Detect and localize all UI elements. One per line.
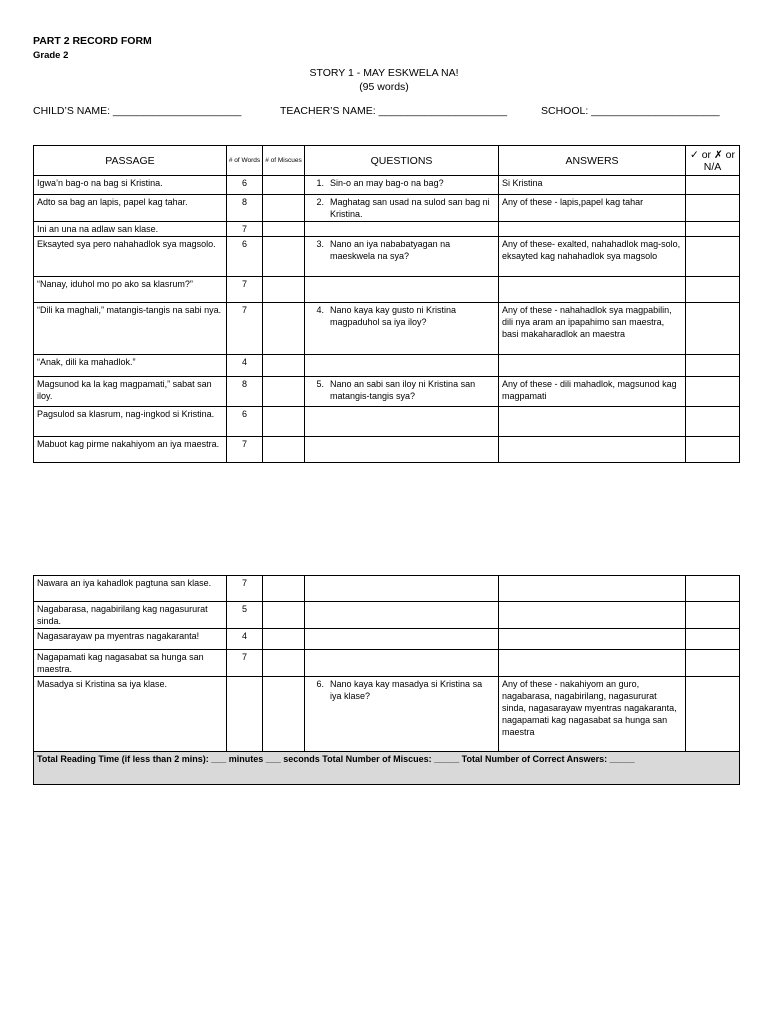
passage-cell: Masadya si Kristina sa iya klase. xyxy=(34,677,227,752)
words-cell: 7 xyxy=(227,576,263,602)
check-cell[interactable] xyxy=(686,629,740,650)
question-text: Nano kaya kay masadya si Kristina sa iya klase? xyxy=(330,679,483,701)
passage-cell: Mabuot kag pirme nakahiyom an iya maestra. xyxy=(34,437,227,463)
words-cell: 6 xyxy=(227,407,263,437)
question-number: 4. xyxy=(316,305,324,315)
page-header xyxy=(33,34,152,63)
question-number: 5. xyxy=(316,379,324,389)
miscues-cell[interactable] xyxy=(263,176,305,195)
words-cell: 7 xyxy=(227,222,263,237)
question-cell xyxy=(305,176,499,195)
answer-cell: Si Kristina xyxy=(499,176,686,195)
question-cell xyxy=(305,629,499,650)
miscues-cell[interactable] xyxy=(263,677,305,752)
story-title: STORY 1 - MAY ESKWELA NA! xyxy=(309,67,459,79)
words-cell: 7 xyxy=(227,650,263,677)
check-cell[interactable] xyxy=(686,303,740,355)
question-item xyxy=(308,378,495,402)
question-number: 1. xyxy=(316,178,324,188)
question-cell xyxy=(305,576,499,602)
question-cell xyxy=(305,237,499,277)
answer-cell: Any of these - lapis,papel kag tahar xyxy=(499,195,686,222)
question-cell xyxy=(305,407,499,437)
answer-cell xyxy=(499,629,686,650)
table-row xyxy=(34,176,740,195)
record-table-part2 xyxy=(33,575,740,785)
question-cell xyxy=(305,195,499,222)
question-text: Nano an iya nababatyagan na maeskwela na sya? xyxy=(330,239,451,261)
miscues-cell[interactable] xyxy=(263,237,305,277)
miscues-cell[interactable] xyxy=(263,277,305,303)
words-cell: 8 xyxy=(227,195,263,222)
question-cell xyxy=(305,377,499,407)
check-cell[interactable] xyxy=(686,355,740,377)
check-cell[interactable] xyxy=(686,176,740,195)
header-check: ✓ or ✗ or N/A xyxy=(686,146,740,176)
passage-cell: Pagsulod sa klasrum, nag-ingkod si Kristina. xyxy=(34,407,227,437)
question-text: Nano an sabi san iloy ni Kristina san matangis-tangis sya? xyxy=(330,379,476,401)
question-cell xyxy=(305,355,499,377)
question-cell xyxy=(305,437,499,463)
passage-cell: Nawara an iya kahadlok pagtuna san klase. xyxy=(34,576,227,602)
passage-cell: “Nanay, iduhol mo po ako sa klasrum?” xyxy=(34,277,227,303)
words-cell: 7 xyxy=(227,277,263,303)
teacher-name-field[interactable]: TEACHER’S NAME: ______________________ xyxy=(280,105,508,117)
answer-cell: Any of these - nahahadlok sya magpabilin, dili nya aram an ipapahimo san maestra, basi makaharadlok an maestra xyxy=(499,303,686,355)
question-item xyxy=(308,678,495,702)
check-cell[interactable] xyxy=(686,237,740,277)
grade-label: Grade 2 xyxy=(33,50,69,61)
passage-cell: Igwa’n bag-o na bag si Kristina. xyxy=(34,176,227,195)
table-row xyxy=(34,677,740,752)
question-text: Sin-o an may bag-o na bag? xyxy=(330,178,444,188)
miscues-cell[interactable] xyxy=(263,355,305,377)
question-item xyxy=(308,238,495,262)
passage-cell: Nagapamati kag nagasabat sa hunga san maestra. xyxy=(34,650,227,677)
check-cell[interactable] xyxy=(686,602,740,629)
header-questions: QUESTIONS xyxy=(305,146,499,176)
check-cell[interactable] xyxy=(686,576,740,602)
answer-cell xyxy=(499,437,686,463)
check-cell[interactable] xyxy=(686,407,740,437)
question-cell xyxy=(305,303,499,355)
miscues-cell[interactable] xyxy=(263,576,305,602)
child-name-field[interactable]: CHILD’S NAME: ______________________ xyxy=(33,105,242,117)
words-cell: 7 xyxy=(227,303,263,355)
words-cell: 5 xyxy=(227,602,263,629)
question-cell xyxy=(305,677,499,752)
miscues-cell[interactable] xyxy=(263,629,305,650)
words-cell: 6 xyxy=(227,176,263,195)
miscues-cell[interactable] xyxy=(263,377,305,407)
answer-cell xyxy=(499,222,686,237)
table-row xyxy=(34,407,740,437)
table-row xyxy=(34,602,740,629)
table-row xyxy=(34,222,740,237)
check-cell[interactable] xyxy=(686,377,740,407)
question-number: 3. xyxy=(316,239,324,249)
words-cell: 7 xyxy=(227,437,263,463)
header-miscues: # of Miscues xyxy=(263,146,305,176)
passage-cell: Adto sa bag an lapis, papel kag tahar. xyxy=(34,195,227,222)
table-row xyxy=(34,277,740,303)
story-title-block xyxy=(0,66,768,94)
word-count: (95 words) xyxy=(359,81,409,93)
answer-cell: Any of these- exalted, nahahadlok mag-solo, eksayted kag nahahadlok sya magsolo xyxy=(499,237,686,277)
answer-cell: Any of these - dili mahadlok, magsunod kag magpamati xyxy=(499,377,686,407)
check-cell[interactable] xyxy=(686,650,740,677)
miscues-cell[interactable] xyxy=(263,303,305,355)
table-row xyxy=(34,377,740,407)
question-number: 2. xyxy=(316,197,324,207)
passage-cell: Magsunod ka la kag magpamati,” sabat san iloy. xyxy=(34,377,227,407)
question-number: 6. xyxy=(316,679,324,689)
record-table-part1 xyxy=(33,145,740,463)
answer-cell xyxy=(499,650,686,677)
question-text: Maghatag san usad na sulod san bag ni Kristina. xyxy=(330,197,490,219)
question-item xyxy=(308,304,495,328)
question-cell xyxy=(305,650,499,677)
table-row xyxy=(34,576,740,602)
question-item xyxy=(308,196,495,220)
table-row xyxy=(34,355,740,377)
words-cell: 6 xyxy=(227,237,263,277)
header-passage: PASSAGE xyxy=(34,146,227,176)
form-title: PART 2 RECORD FORM xyxy=(33,35,152,47)
answer-cell xyxy=(499,277,686,303)
answer-cell xyxy=(499,407,686,437)
passage-cell: “Dili ka maghali,” matangis-tangis na sabi nya. xyxy=(34,303,227,355)
passage-cell: Nagasarayaw pa myentras nagakaranta! xyxy=(34,629,227,650)
miscues-cell[interactable] xyxy=(263,602,305,629)
check-cell[interactable] xyxy=(686,195,740,222)
answer-cell: Any of these - nakahiyom an guro, nagabarasa, nagabirilang, nagasururat sinda, nagasarayaw myentras nagakaranta, nagapamati kag nagasabat sa hunga san maestra xyxy=(499,677,686,752)
check-cell[interactable] xyxy=(686,677,740,752)
table-row xyxy=(34,629,740,650)
question-item xyxy=(308,177,495,189)
words-cell: 4 xyxy=(227,355,263,377)
table-row xyxy=(34,303,740,355)
answer-cell xyxy=(499,602,686,629)
answer-cell xyxy=(499,355,686,377)
answer-cell xyxy=(499,576,686,602)
question-cell xyxy=(305,222,499,237)
passage-cell: Eksayted sya pero nahahadlok sya magsolo. xyxy=(34,237,227,277)
miscues-cell[interactable] xyxy=(263,195,305,222)
table-row xyxy=(34,437,740,463)
question-text: Nano kaya kay gusto ni Kristina magpaduhol sa iya iloy? xyxy=(330,305,457,327)
passage-cell: Ini an una na adlaw san klase. xyxy=(34,222,227,237)
words-cell: 4 xyxy=(227,629,263,650)
header-answers: ANSWERS xyxy=(499,146,686,176)
miscues-cell[interactable] xyxy=(263,222,305,237)
miscues-cell[interactable] xyxy=(263,650,305,677)
table-row xyxy=(34,195,740,222)
totals-row: Total Reading Time (if less than 2 mins): ___ minutes ___ seconds Total Number of Miscues: _____ Total Number of Correct Answers: _____ xyxy=(34,752,740,785)
miscues-cell[interactable] xyxy=(263,437,305,463)
check-cell[interactable] xyxy=(686,222,740,237)
check-cell[interactable] xyxy=(686,437,740,463)
header-words: # of Words xyxy=(227,146,263,176)
words-cell: 8 xyxy=(227,377,263,407)
school-field[interactable]: SCHOOL: ______________________ xyxy=(541,105,720,117)
table-row xyxy=(34,237,740,277)
words-cell xyxy=(227,677,263,752)
question-cell xyxy=(305,602,499,629)
passage-cell: “Anak, dili ka mahadlok.” xyxy=(34,355,227,377)
question-cell xyxy=(305,277,499,303)
passage-cell: Nagabarasa, nagabirilang kag nagasururat sinda. xyxy=(34,602,227,629)
check-cell[interactable] xyxy=(686,277,740,303)
table-row xyxy=(34,650,740,677)
miscues-cell[interactable] xyxy=(263,407,305,437)
